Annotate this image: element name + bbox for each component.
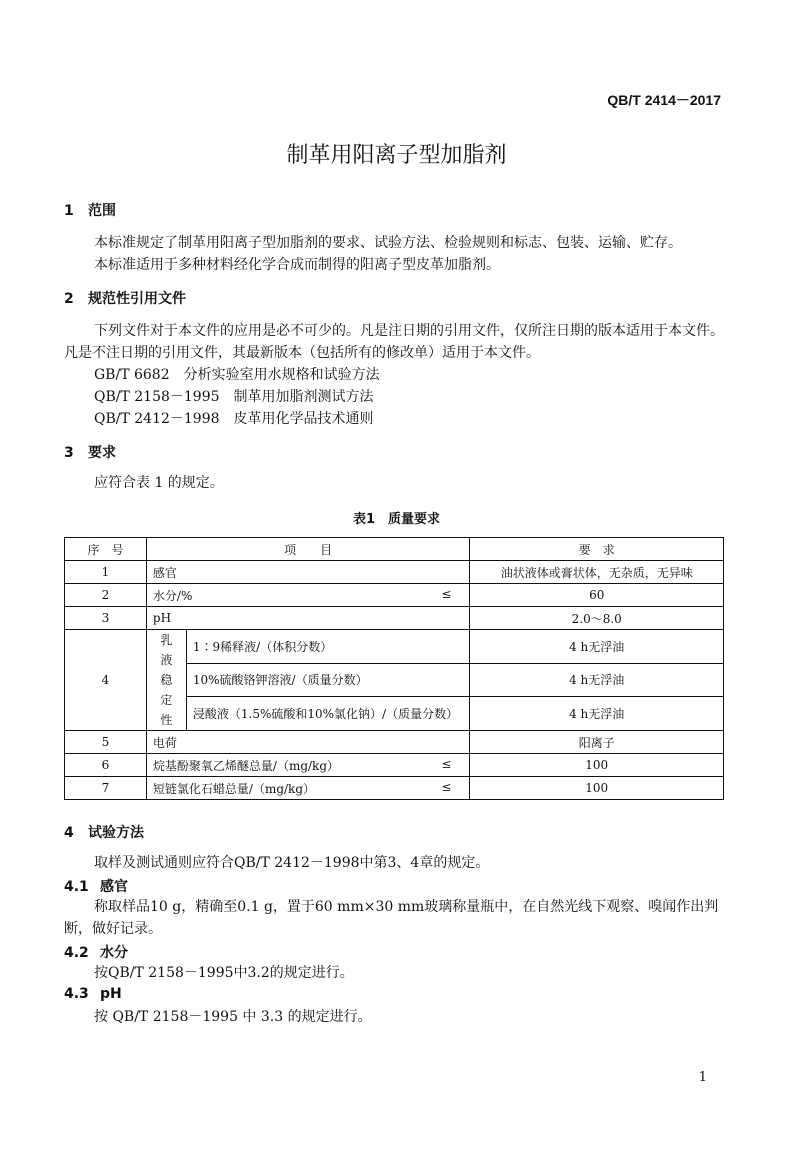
header-requirement: 要 求 — [470, 538, 724, 561]
paragraph: 按 QB/T 2158－1995 中 3.3 的规定进行。 — [94, 1009, 372, 1025]
row-no: 4 — [65, 630, 147, 731]
le-symbol: ≤ — [441, 586, 452, 601]
row-item — [146, 561, 470, 584]
subsection-title: pH — [100, 986, 122, 1002]
reference-item — [94, 364, 380, 384]
section-number: 4 — [64, 825, 74, 841]
row-item — [146, 754, 470, 777]
le-symbol: ≤ — [441, 756, 452, 771]
section-title: 规范性引用文件 — [88, 291, 186, 307]
row-no: 2 — [65, 584, 147, 607]
sub-requirement: 4 h无浮油 — [470, 663, 724, 697]
label-char: 液 — [160, 653, 173, 667]
label-char: 乳 — [160, 633, 173, 647]
row-requirement: 100 — [470, 754, 724, 777]
paragraph: 按QB/T 2158－1995中3.2的规定进行。 — [94, 965, 354, 981]
table-row — [65, 731, 724, 754]
paragraph: 本标准规定了制革用阳离子型加脂剂的要求、试验方法、检验规则和标志、包装、运输、贮存。 — [94, 235, 682, 251]
quality-requirements-table — [64, 537, 724, 800]
item-label: pH — [152, 611, 172, 625]
subsection-number: 4.1 — [64, 879, 89, 895]
section-title: 要求 — [88, 445, 116, 461]
table-header-row — [65, 538, 724, 561]
subsection-title: 感官 — [100, 879, 128, 895]
subsection-number: 4.2 — [64, 945, 89, 961]
subsection-title: 水分 — [100, 945, 128, 961]
header-no: 序 号 — [65, 538, 147, 561]
section-3-heading — [64, 442, 116, 462]
section-number: 3 — [64, 445, 74, 461]
table-row — [65, 630, 724, 664]
table-row — [65, 561, 724, 584]
row-no: 1 — [65, 561, 147, 584]
section-2-heading — [64, 288, 186, 308]
header-item: 项 目 — [146, 538, 470, 561]
row-no: 6 — [65, 754, 147, 777]
section-1-heading — [64, 200, 116, 220]
row-requirement: 油状液体或膏状体，无杂质，无异味 — [470, 561, 724, 584]
table-row — [65, 584, 724, 607]
item-label: 烷基酚聚氧乙烯醚总量/（mg/kg） — [152, 758, 340, 773]
document-title: 制革用阳离子型加脂剂 — [286, 143, 507, 168]
section-title: 范围 — [88, 203, 116, 219]
paragraph: 取样及测试通则应符合QB/T 2412－1998中第3、4章的规定。 — [94, 855, 490, 871]
sub-requirement: 4 h无浮油 — [470, 630, 724, 664]
reference-item — [94, 386, 374, 406]
table-row — [65, 754, 724, 777]
row-no: 3 — [65, 607, 147, 630]
row-item — [146, 777, 470, 800]
sub-item: 1∶9稀释液/（体积分数） — [186, 630, 470, 664]
sub-item: 浸酸液（1.5%硫酸和10%氯化钠）/（质量分数） — [186, 697, 470, 731]
paragraph: 应符合表 1 的规定。 — [94, 475, 224, 491]
emulsion-stability-label — [146, 630, 186, 731]
subsection-4-2-heading — [64, 942, 128, 962]
row-requirement: 2.0～8.0 — [470, 607, 724, 630]
item-label: 水分/% — [152, 588, 193, 603]
section-4-heading — [64, 822, 144, 842]
subsection-4-1-heading — [64, 876, 128, 896]
sub-item: 10%硫酸铬钾溶液/（质量分数） — [186, 663, 470, 697]
row-requirement: 60 — [470, 584, 724, 607]
label-char: 稳 — [160, 673, 173, 687]
row-requirement: 100 — [470, 777, 724, 800]
row-no: 7 — [65, 777, 147, 800]
reference-code: GB/T 6682 — [94, 367, 170, 383]
row-requirement: 阳离子 — [470, 731, 724, 754]
reference-item — [94, 408, 374, 428]
paragraph: 称取样品10 g，精确至0.1 g，置于60 mm×30 mm玻璃称量瓶中，在自然光线下观察、嗅闻作出判断，做好记录。 — [64, 899, 719, 937]
standard-code: QB/T 2414－2017 — [607, 92, 721, 108]
page-number: 1 — [698, 1070, 707, 1085]
row-item — [146, 607, 470, 630]
row-item — [146, 731, 470, 754]
section-title: 试验方法 — [88, 825, 144, 841]
row-no: 5 — [65, 731, 147, 754]
paragraph: 本标准适用于多种材料经化学合成而制得的阳离子型皮革加脂剂。 — [94, 257, 500, 273]
subsection-number: 4.3 — [64, 986, 89, 1002]
paragraph: 下列文件对于本文件的应用是必不可少的。凡是注日期的引用文件，仅所注日期的版本适用于本文件。凡是不注日期的引用文件，其最新版本（包括所有的修改单）适用于本文件。 — [64, 323, 724, 361]
item-label: 电荷 — [152, 735, 177, 750]
reference-code: QB/T 2412－1998 — [94, 411, 220, 427]
subsection-4-3-heading — [64, 986, 122, 1002]
reference-name: 分析实验室用水规格和试验方法 — [183, 367, 380, 383]
table-row — [65, 777, 724, 800]
table-caption: 表1 质量要求 — [352, 512, 441, 527]
label-char: 性 — [160, 713, 173, 727]
reference-code: QB/T 2158－1995 — [94, 389, 220, 405]
row-item — [146, 584, 470, 607]
le-symbol: ≤ — [441, 779, 452, 794]
section-number: 1 — [64, 203, 74, 219]
item-label: 感官 — [152, 565, 177, 580]
item-label: 短链氯化石蜡总量/（mg/kg） — [152, 781, 316, 796]
reference-name: 皮革用化学品技术通则 — [233, 411, 374, 427]
section-number: 2 — [64, 291, 74, 307]
sub-requirement: 4 h无浮油 — [470, 697, 724, 731]
label-char: 定 — [160, 693, 173, 707]
reference-name: 制革用加脂剂测试方法 — [233, 389, 374, 405]
table-row — [65, 607, 724, 630]
